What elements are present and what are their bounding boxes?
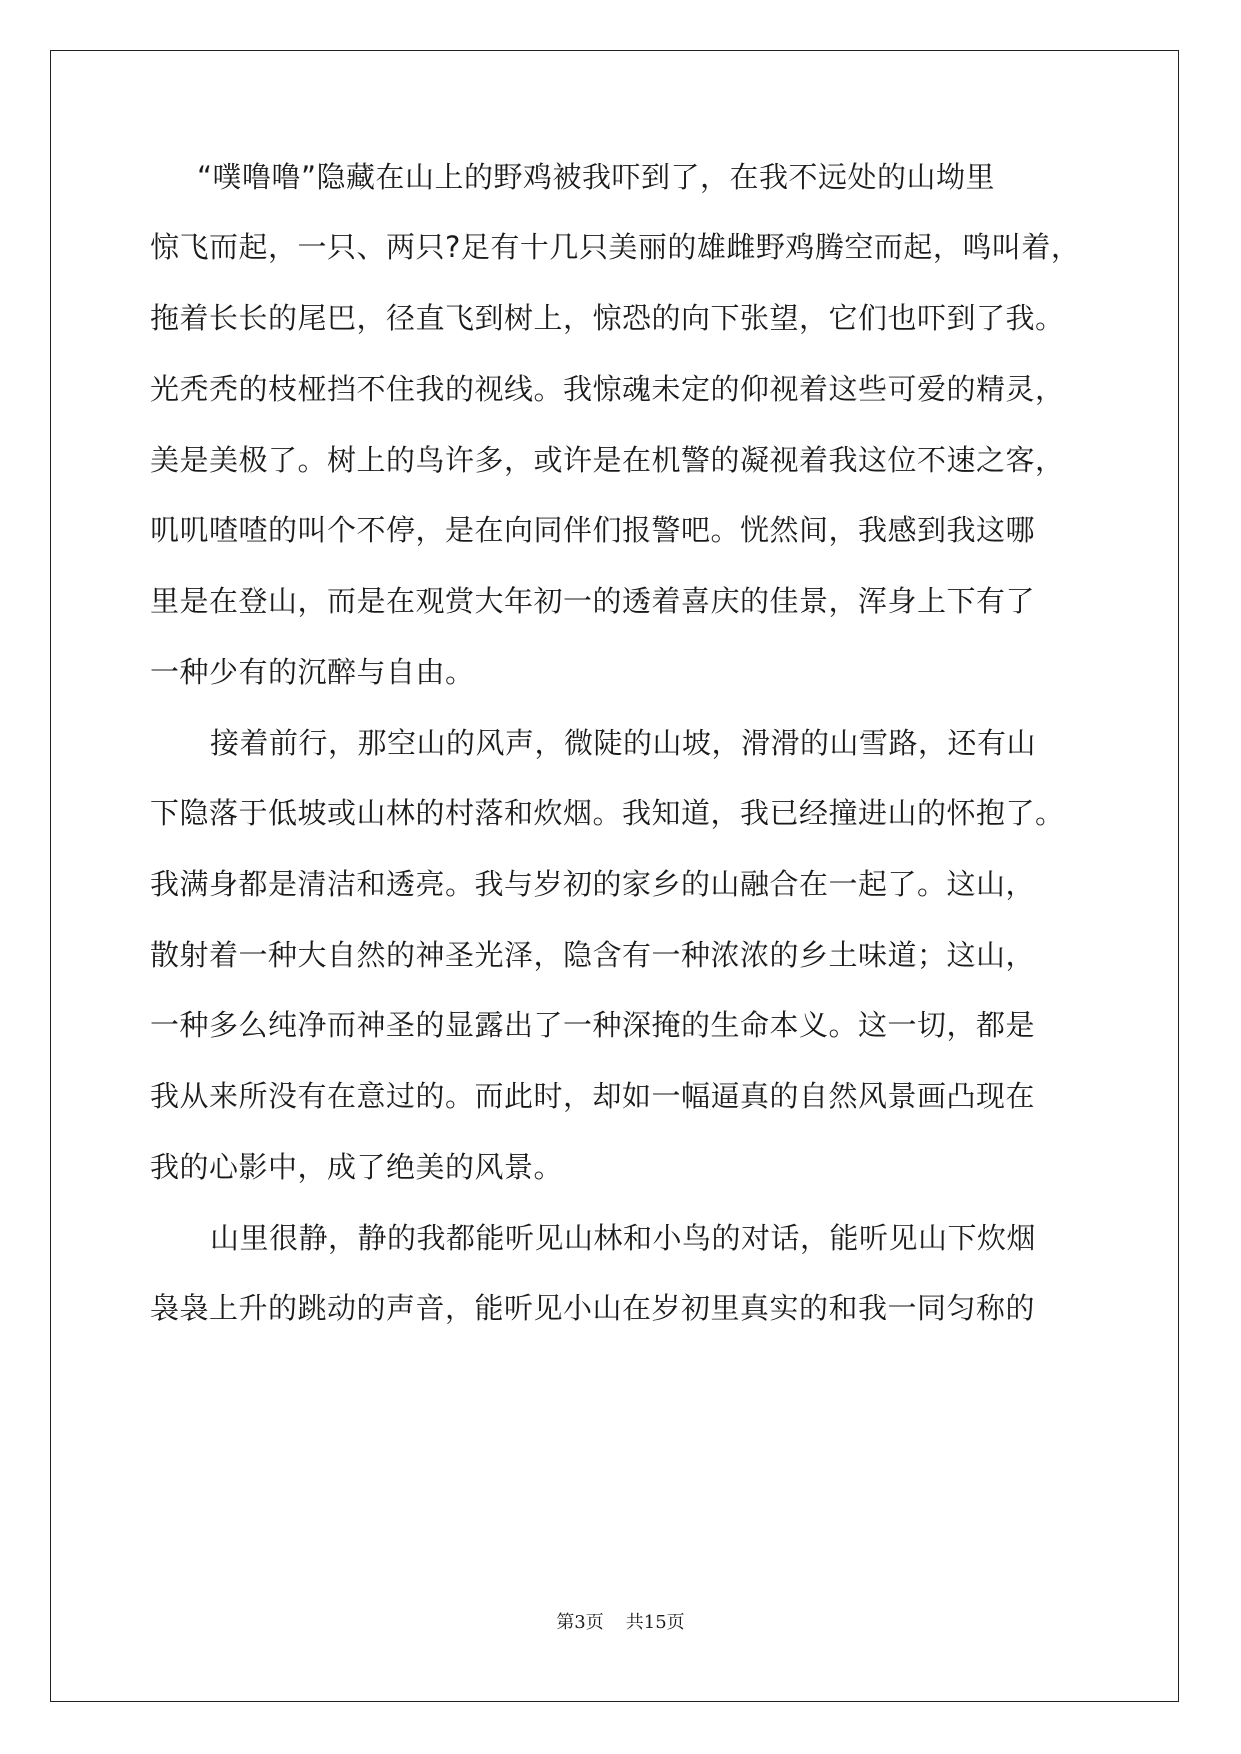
paragraph-1-line-7: 里是在登山，而是在观赏大年初一的透着喜庆的佳景，浑身上下有了	[150, 584, 1036, 618]
paragraph-2-line-4: 散射着一种大自然的神圣光泽，隐含有一种浓浓的乡土味道；这山，	[150, 938, 1036, 972]
paragraph-2-line-5: 一种多么纯净而神圣的显露出了一种深掩的生命本义。这一切，都是	[150, 1008, 1036, 1042]
page-number-current: 第3页	[556, 1612, 604, 1633]
paragraph-1-line-2: 惊飞而起，一只、两只?足有十几只美丽的雄雌野鸡腾空而起，鸣叫着，	[150, 230, 1081, 264]
paragraph-2-line-6: 我从来所没有在意过的。而此时，却如一幅逼真的自然风景画凸现在	[150, 1079, 1036, 1113]
paragraph-3-line-2: 袅袅上升的跳动的声音，能听见小山在岁初里真实的和我一同匀称的	[150, 1291, 1036, 1325]
paragraph-1-line-4: 光秃秃的枝桠挡不住我的视线。我惊魂未定的仰视着这些可爱的精灵，	[150, 372, 1065, 406]
paragraph-2-line-2: 下隐落于低坡或山林的村落和炊烟。我知道，我已经撞进山的怀抱了。	[150, 796, 1065, 830]
paragraph-2-line-7: 我的心影中，成了绝美的风景。	[150, 1150, 564, 1184]
paragraph-1-line-6: 叽叽喳喳的叫个不停，是在向同伴们报警吧。恍然间，我感到我这哪	[150, 513, 1036, 547]
page-footer	[0, 1611, 1241, 1635]
paragraph-3-line-1: 山里很静，静的我都能听见山林和小鸟的对话，能听见山下炊烟	[210, 1221, 1037, 1255]
paragraph-1-line-5: 美是美极了。树上的鸟许多，或许是在机警的凝视着我这位不速之客，	[150, 443, 1065, 477]
paragraph-1-line-1: “噗噜噜”隐藏在山上的野鸡被我吓到了，在我不远处的山坳里	[197, 160, 996, 194]
paragraph-1-line-3: 拖着长长的尾巴，径直飞到树上，惊恐的向下张望，它们也吓到了我。	[150, 301, 1065, 335]
paragraph-1-line-8: 一种少有的沉醉与自由。	[150, 655, 475, 689]
paragraph-2-line-3: 我满身都是清洁和透亮。我与岁初的家乡的山融合在一起了。这山，	[150, 867, 1036, 901]
page-number-total: 共15页	[625, 1612, 685, 1633]
paragraph-2-line-1: 接着前行，那空山的风声，微陡的山坡，滑滑的山雪路，还有山	[210, 726, 1037, 760]
